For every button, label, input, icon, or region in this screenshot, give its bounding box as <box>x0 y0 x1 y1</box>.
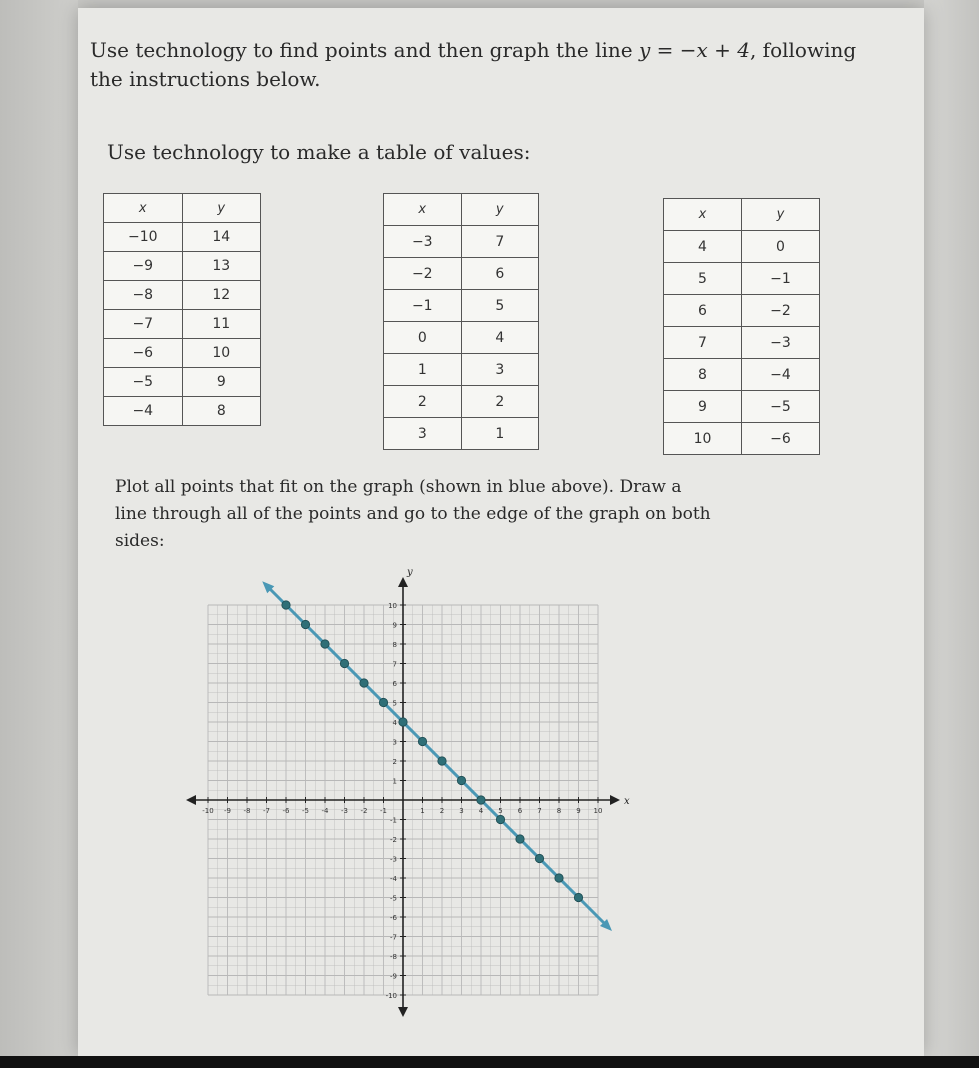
x-value[interactable]: −9 <box>104 252 183 281</box>
y-value[interactable]: −2 <box>741 295 819 327</box>
y-column-header: y <box>182 194 260 223</box>
x-value[interactable]: 8 <box>664 359 742 391</box>
y-tick-label: 2 <box>392 758 397 766</box>
y-tick-label: 8 <box>392 641 397 649</box>
y-axis-label: y <box>407 567 413 578</box>
y-tick-label: -1 <box>390 816 397 825</box>
x-value[interactable]: 1 <box>384 354 462 386</box>
y-column-header: y <box>741 199 819 231</box>
line-equation: y = −x + 4 <box>638 38 750 62</box>
data-point[interactable] <box>438 757 446 765</box>
y-tick-label: -6 <box>390 914 397 922</box>
data-point[interactable] <box>418 737 426 745</box>
x-tick-label: -8 <box>243 807 251 815</box>
y-tick-label: -8 <box>390 953 397 961</box>
x-value[interactable]: 5 <box>664 263 742 295</box>
data-point[interactable] <box>399 718 407 726</box>
y-tick-label: 5 <box>392 699 397 708</box>
x-value[interactable]: 6 <box>664 295 742 327</box>
values-table-1 <box>103 193 261 426</box>
y-value[interactable]: 10 <box>182 339 260 368</box>
x-value[interactable]: −5 <box>104 368 183 397</box>
x-value[interactable]: 4 <box>664 231 742 263</box>
problem-intro <box>90 36 890 94</box>
data-point[interactable] <box>321 640 329 648</box>
x-value[interactable]: −6 <box>104 339 183 368</box>
y-tick-label: 4 <box>392 719 397 727</box>
data-point[interactable] <box>360 679 368 687</box>
y-tick-label: -7 <box>390 933 397 942</box>
x-value[interactable]: 7 <box>664 327 742 359</box>
table-heading: Use technology to make a table of values: <box>107 140 531 164</box>
x-tick-label: -3 <box>341 807 348 815</box>
data-point[interactable] <box>340 659 348 667</box>
axes <box>186 577 620 1017</box>
monitor-left-edge <box>0 0 78 1056</box>
y-tick-label: -3 <box>390 855 397 864</box>
data-point[interactable] <box>574 893 582 901</box>
y-value[interactable]: −4 <box>741 359 819 391</box>
monitor-bezel <box>0 1056 979 1068</box>
x-value[interactable]: 3 <box>384 418 462 450</box>
x-tick-label: 5 <box>498 807 503 815</box>
y-value[interactable]: 6 <box>461 258 538 290</box>
y-value[interactable]: 7 <box>461 226 538 258</box>
y-axis-arrow-down <box>398 1007 408 1017</box>
y-tick-label: 1 <box>392 777 397 786</box>
intro-text-start: Use technology to find points and then graph the line <box>90 38 639 62</box>
values-table-2 <box>383 193 539 450</box>
data-point[interactable] <box>496 815 504 823</box>
intro-text-end: , following the instructions below. <box>90 38 857 91</box>
x-value[interactable]: −8 <box>104 281 183 310</box>
x-value[interactable]: −2 <box>384 258 462 290</box>
y-value[interactable]: 8 <box>182 397 260 426</box>
x-tick-label: 1 <box>420 807 425 815</box>
y-value[interactable]: 11 <box>182 310 260 339</box>
x-tick-label: -9 <box>224 807 231 815</box>
graph-instructions: Plot all points that fit on the graph (shown in blue above). Draw a line through all of the points and go to the edge of the graph on both sides: <box>115 477 711 551</box>
y-tick-label: 10 <box>388 602 397 610</box>
y-axis-arrow-up <box>398 577 408 587</box>
x-column-header: x <box>384 194 462 226</box>
y-tick-label: -2 <box>390 836 397 844</box>
y-tick-label: -5 <box>390 894 397 903</box>
x-column-header: x <box>664 199 742 231</box>
y-column-header: y <box>461 194 538 226</box>
y-value[interactable]: 13 <box>182 252 260 281</box>
data-point[interactable] <box>555 874 563 882</box>
x-axis-label: x <box>624 796 630 807</box>
data-point[interactable] <box>282 601 290 609</box>
y-tick-label: -9 <box>390 972 397 981</box>
x-tick-label: -2 <box>360 807 368 815</box>
y-value[interactable]: −1 <box>741 263 819 295</box>
y-tick-label: -4 <box>390 875 397 883</box>
y-value[interactable]: 2 <box>461 386 538 418</box>
data-point[interactable] <box>535 854 543 862</box>
x-value[interactable]: −4 <box>104 397 183 426</box>
y-value[interactable]: −3 <box>741 327 819 359</box>
y-value[interactable]: 9 <box>182 368 260 397</box>
y-tick-label: 7 <box>392 660 397 669</box>
x-tick-label: 6 <box>517 807 523 815</box>
x-tick-label: 3 <box>459 807 464 815</box>
x-value[interactable]: 10 <box>664 423 742 455</box>
data-point[interactable] <box>301 620 309 628</box>
data-point[interactable] <box>477 796 485 804</box>
x-tick-label: -6 <box>282 807 290 815</box>
x-tick-label: -10 <box>202 807 214 815</box>
x-value[interactable]: 2 <box>384 386 462 418</box>
x-value[interactable]: −7 <box>104 310 183 339</box>
y-tick-label: 3 <box>392 738 397 747</box>
x-tick-label: 7 <box>537 807 542 815</box>
x-column-header: x <box>104 194 183 223</box>
coordinate-graph[interactable] <box>180 560 640 1020</box>
y-value[interactable]: 0 <box>741 231 819 263</box>
x-tick-label: 8 <box>556 807 562 815</box>
y-value[interactable]: 4 <box>461 322 538 354</box>
y-value[interactable]: 5 <box>461 290 538 322</box>
x-axis-arrow-left <box>186 795 196 805</box>
x-tick-label: -1 <box>380 807 387 815</box>
x-value[interactable]: −3 <box>384 226 462 258</box>
monitor-right-edge <box>924 0 979 1056</box>
values-table-3 <box>663 198 820 455</box>
x-value[interactable]: 9 <box>664 391 742 423</box>
x-value[interactable]: −1 <box>384 290 462 322</box>
x-tick-label: 10 <box>593 807 603 815</box>
y-value[interactable]: 3 <box>461 354 538 386</box>
x-tick-label: 9 <box>576 807 581 815</box>
y-value[interactable]: 14 <box>182 223 260 252</box>
x-tick-label: 4 <box>478 807 484 815</box>
y-tick-label: 6 <box>392 680 397 688</box>
data-point[interactable] <box>379 698 387 706</box>
y-value[interactable]: −6 <box>741 423 819 455</box>
y-value[interactable]: 12 <box>182 281 260 310</box>
data-point[interactable] <box>516 835 524 843</box>
x-axis-arrow-right <box>610 795 620 805</box>
y-value[interactable]: 1 <box>461 418 538 450</box>
x-value[interactable]: −10 <box>104 223 183 252</box>
data-point[interactable] <box>457 776 465 784</box>
x-tick-label: 2 <box>439 807 445 815</box>
x-value[interactable]: 0 <box>384 322 462 354</box>
x-tick-label: -5 <box>302 807 309 815</box>
y-tick-label: 9 <box>392 621 397 630</box>
x-tick-label: -4 <box>321 807 329 815</box>
y-tick-label: -10 <box>385 992 397 1000</box>
x-tick-label: -7 <box>263 807 270 815</box>
y-value[interactable]: −5 <box>741 391 819 423</box>
